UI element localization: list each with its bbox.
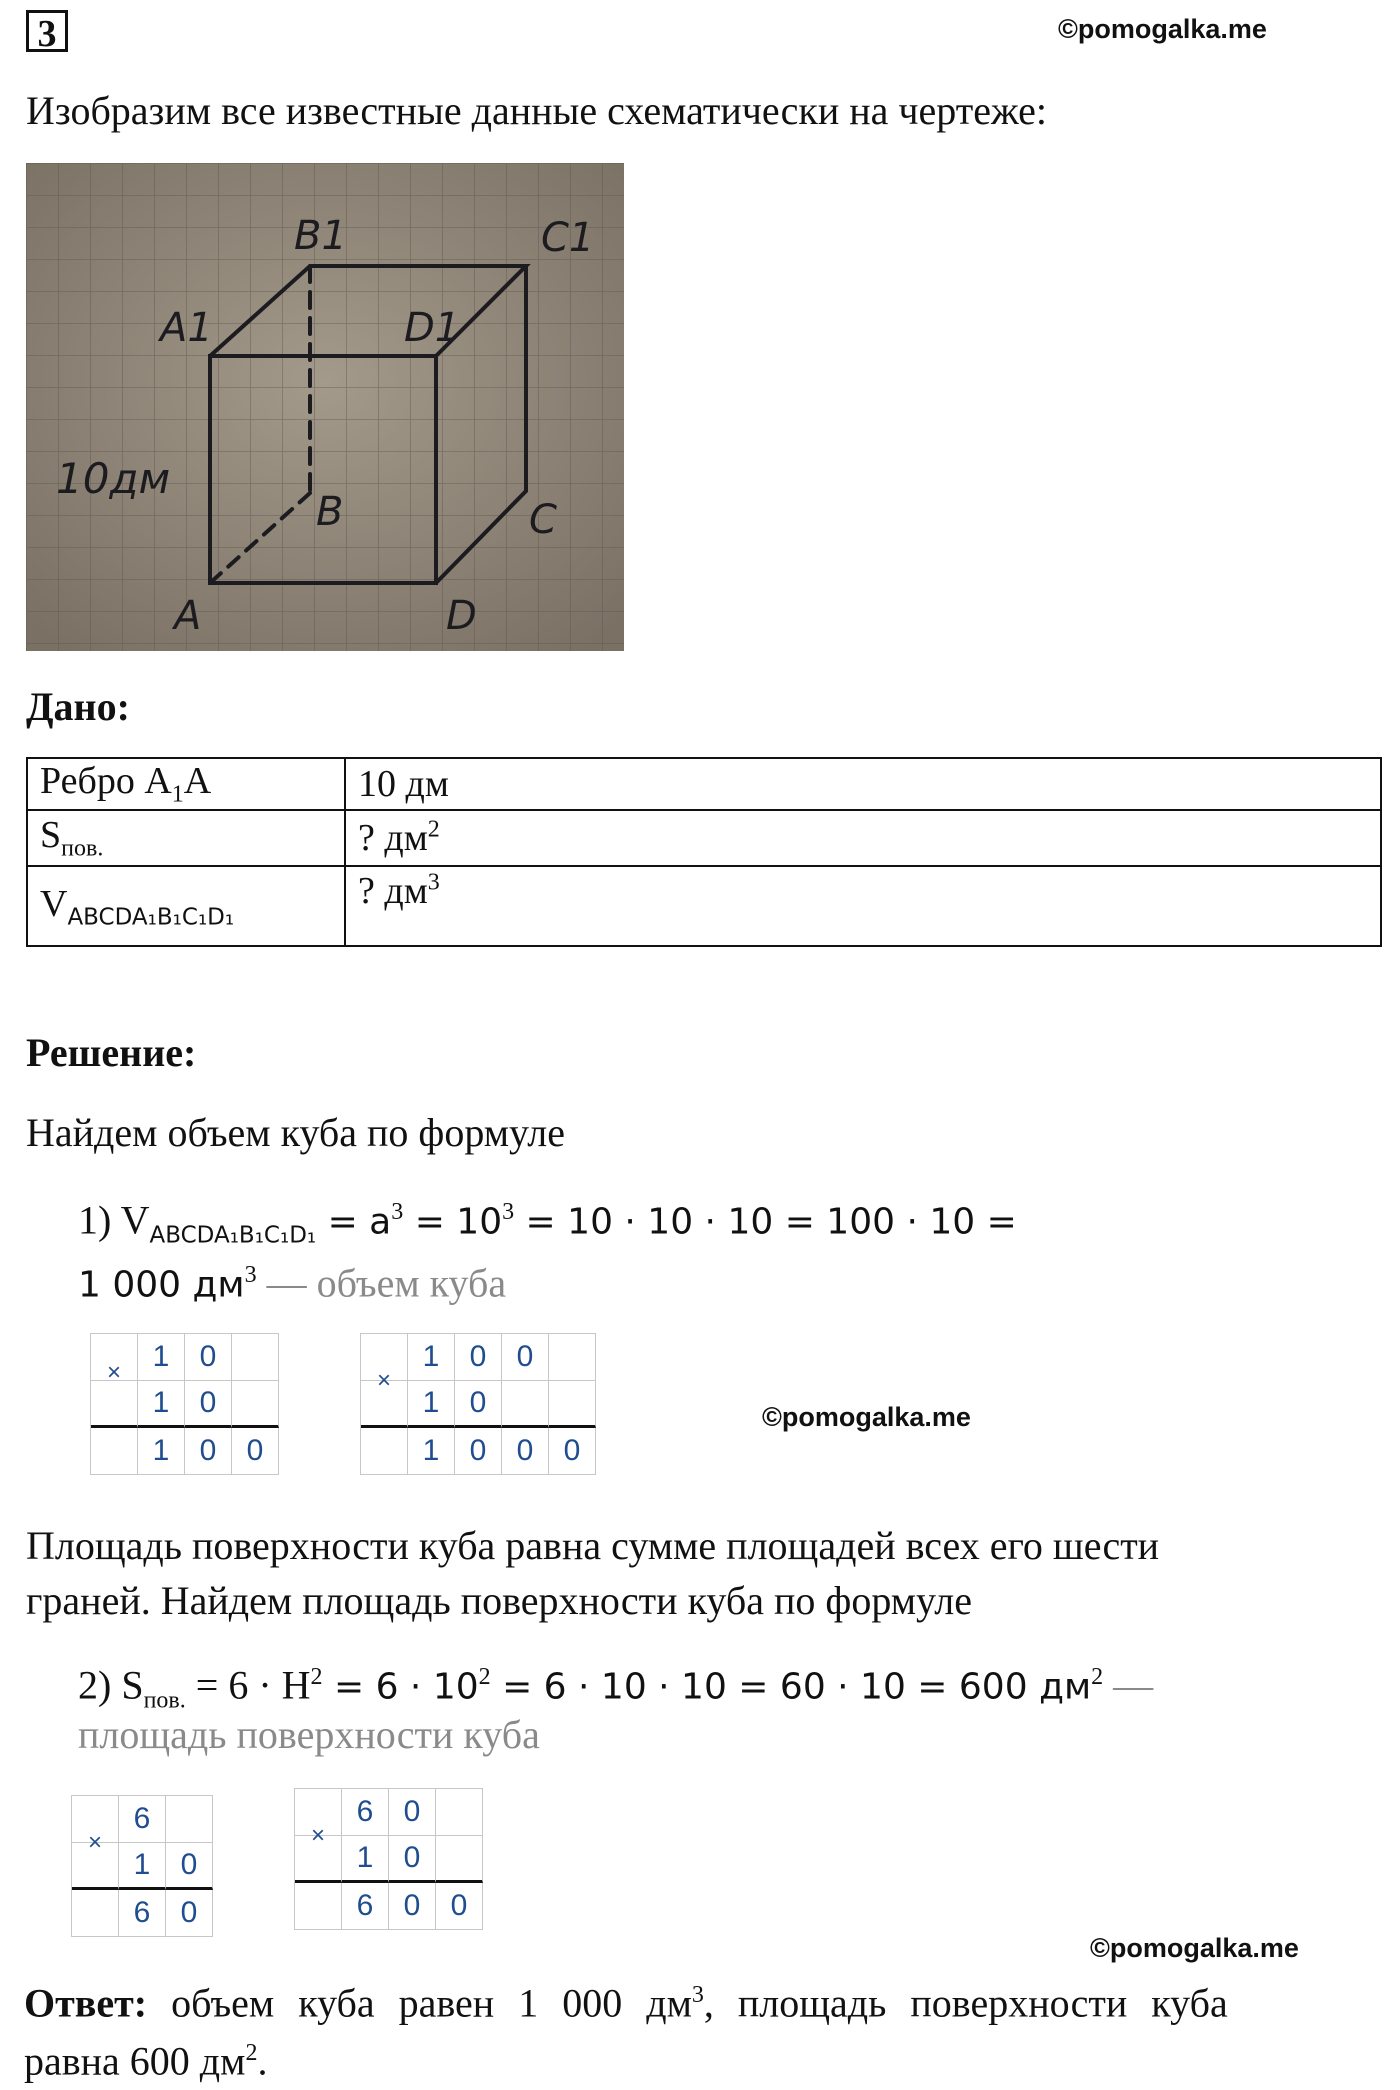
- calc-cell: [232, 1381, 279, 1428]
- area-intro-line1: Площадь поверхности куба равна сумме площадей всех его шести: [26, 1523, 1160, 1568]
- calc-operator: ×: [72, 1843, 119, 1890]
- step2-comment: площадь поверхности куба: [78, 1712, 540, 1757]
- given-table: [26, 757, 1382, 947]
- calc-cell: [72, 1890, 119, 1937]
- given-label: $S_{пов.}$: [27, 810, 345, 866]
- label-b: B: [316, 489, 344, 535]
- calc-cell: 0: [549, 1428, 596, 1475]
- calc-cell: 0: [185, 1334, 232, 1381]
- intro-text: Изобразим все известные данные схематически на чертеже:: [26, 88, 1047, 133]
- calc-grid-volume-2: [360, 1333, 596, 1475]
- calc-cell: 1: [408, 1428, 455, 1475]
- given-value: ? $дм^2$: [345, 810, 1381, 866]
- calc-cell: [436, 1836, 483, 1883]
- watermark-middle: ©pomogalka.me: [762, 1402, 971, 1432]
- calc-cell: [502, 1381, 549, 1428]
- step1-formula: 1) $V_{ABCDA_1B_1C_1D_1} = a^3 = 10^3 = 10 \cdot 10 \cdot 10 = 100 \cdot 10$ =: [78, 1197, 1017, 1249]
- calc-cell: 0: [502, 1428, 549, 1475]
- given-row-volume: [27, 866, 1381, 946]
- label-a: A: [174, 593, 202, 639]
- calc-cell: 0: [389, 1883, 436, 1930]
- given-value: ? $дм^3$: [345, 866, 1381, 946]
- given-row-surface: [27, 810, 1381, 866]
- calc-cell: 6: [342, 1883, 389, 1930]
- calc-cell: [361, 1428, 408, 1475]
- answer-line2: равна 600 $дм^2$.: [24, 2038, 268, 2084]
- calc-grid-area-2: [294, 1788, 483, 1930]
- label-b1: B1: [294, 213, 347, 259]
- calc-cell: [91, 1428, 138, 1475]
- calc-cell: 0: [185, 1428, 232, 1475]
- calc-cell: 0: [166, 1890, 213, 1937]
- calc-cell: 1: [138, 1428, 185, 1475]
- label-a1: A1: [160, 305, 213, 351]
- label-edge-length: 10дм: [56, 454, 171, 503]
- step1-result: 1 000 $дм^3$ — объем куба: [78, 1260, 507, 1306]
- calc-cell: 0: [436, 1883, 483, 1930]
- answer-line1: Ответ: объем куба равен 1 000 $дм^3$, площадь поверхности куба: [24, 1980, 1228, 2026]
- calc-cell: [436, 1789, 483, 1836]
- label-c: C: [529, 497, 557, 543]
- calc-operator: ×: [361, 1381, 408, 1428]
- calc-cell: [549, 1381, 596, 1428]
- calc-cell: 0: [185, 1381, 232, 1428]
- given-label: Ребро $A_1A$: [27, 758, 345, 810]
- calc-cell: 1: [408, 1334, 455, 1381]
- calc-cell: [295, 1883, 342, 1930]
- volume-intro: Найдем объем куба по формуле: [26, 1110, 566, 1155]
- given-label: $V_{ABCDA_1B_1C_1D_1}$: [27, 866, 345, 946]
- watermark-bottom: ©pomogalka.me: [1090, 1933, 1299, 1963]
- solution-heading: Решение:: [26, 1030, 197, 1075]
- calc-cell: 0: [232, 1428, 279, 1475]
- given-value: 10 дм: [345, 758, 1381, 810]
- calc-cell: 0: [389, 1789, 436, 1836]
- calc-cell: 1: [342, 1836, 389, 1883]
- calc-cell: 6: [342, 1789, 389, 1836]
- calc-cell: [166, 1796, 213, 1843]
- calc-cell: 0: [455, 1428, 502, 1475]
- given-row-edge: [27, 758, 1381, 810]
- calc-cell: 0: [455, 1334, 502, 1381]
- calc-cell: 0: [389, 1836, 436, 1883]
- calc-grid-volume-1: [90, 1333, 279, 1475]
- calc-grid-area-1: [71, 1795, 213, 1937]
- calc-cell: 1: [408, 1381, 455, 1428]
- cube-drawing: [26, 163, 624, 651]
- calc-cell: 0: [502, 1334, 549, 1381]
- calc-cell: 0: [455, 1381, 502, 1428]
- calc-operator: ×: [91, 1381, 138, 1428]
- calc-cell: 1: [119, 1843, 166, 1890]
- calc-cell: 0: [166, 1843, 213, 1890]
- calc-cell: 6: [119, 1890, 166, 1937]
- label-c1: C1: [541, 215, 595, 261]
- step2-formula: 2) $S_{пов.} = 6 \cdot H^2 = 6 \cdot 10^2 = 6 \cdot 10 \cdot 10 = 60 \cdot 10 = 600$ $дм^2$ —: [78, 1662, 1154, 1714]
- task-number: 3: [26, 10, 68, 52]
- label-d: D: [446, 593, 477, 639]
- calc-cell: [232, 1334, 279, 1381]
- calc-cell: 1: [138, 1334, 185, 1381]
- label-d1: D1: [404, 305, 461, 351]
- calc-operator: ×: [295, 1836, 342, 1883]
- cube-drawing-photo: [26, 163, 624, 651]
- watermark-top: ©pomogalka.me: [1058, 14, 1267, 44]
- calc-cell: 1: [138, 1381, 185, 1428]
- area-intro-line2: граней. Найдем площадь поверхности куба по формуле: [26, 1578, 972, 1623]
- calc-cell: [549, 1334, 596, 1381]
- calc-cell: 6: [119, 1796, 166, 1843]
- given-heading: Дано:: [26, 684, 130, 729]
